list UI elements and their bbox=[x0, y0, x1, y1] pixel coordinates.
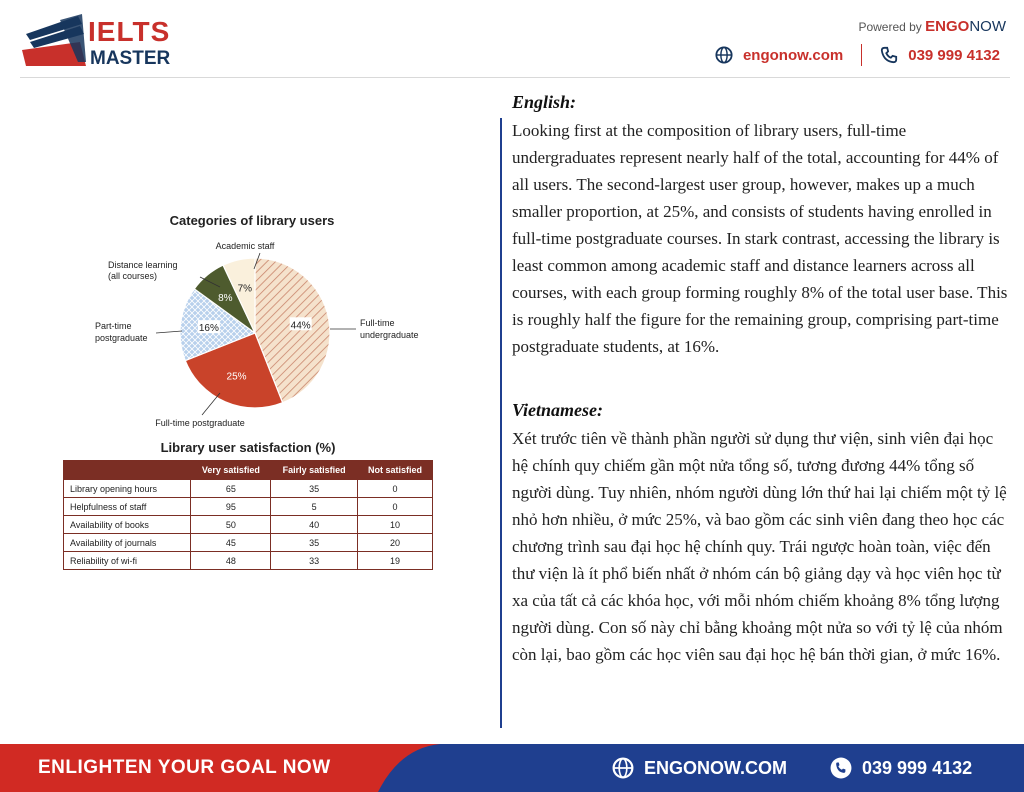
english-heading: English: bbox=[512, 92, 577, 112]
table-cell: 95 bbox=[191, 498, 271, 516]
powered-prefix: Powered by bbox=[858, 20, 926, 34]
header-phone-link[interactable]: 039 999 4132 bbox=[908, 46, 1000, 64]
table-cell: 65 bbox=[191, 480, 271, 498]
header-divider-line bbox=[20, 77, 1010, 78]
arrow-full-time-pg bbox=[202, 393, 220, 415]
powered-brand-engo: ENGO bbox=[925, 18, 970, 35]
header-divider bbox=[861, 44, 862, 66]
pie-title: Categories of library users bbox=[169, 213, 335, 228]
table-row-label: Availability of journals bbox=[64, 534, 191, 552]
table-title: Library user satisfaction (%) bbox=[160, 440, 336, 455]
table-cell: 45 bbox=[191, 534, 271, 552]
logo-ielts-text: IELTS bbox=[88, 16, 171, 47]
globe-icon bbox=[715, 46, 733, 64]
table-header-fairly: Fairly satisfied bbox=[271, 461, 358, 480]
table-cell: 40 bbox=[271, 516, 358, 534]
arrow-part-time bbox=[156, 331, 182, 333]
powered-brand-now: NOW bbox=[969, 18, 1006, 35]
table-row bbox=[64, 480, 433, 498]
vietnamese-paragraph: Xét trước tiên về thành phần người sử dụng thư viện, sinh viên đại học hệ chính quy chiếm gần một nửa tổng số, tương đương 44% tổng số người dùng. Tuy nhiên, nhóm người dùng lớn thứ hai lại chiếm một tỷ lệ nhỏ hơn nhiều, ở mức 25%, và bao gồm các sinh viên đang theo học các chương trình sau đại học hệ chính quy. Trái ngược hoàn toàn, việc đến thư viện là ít phổ biến nhất ở nhóm cán bộ giảng dạy và học viên học từ xa của tất cả các khóa học, với mỗi nhóm chiếm khoảng 8% tổng lượng người dùng. Con số này chỉ bằng khoảng một nửa so với tỷ lệ của nhóm còn lại, bao gồm các học viên sau đại học hệ bán thời gian, ở mức 16%. bbox=[512, 429, 1007, 664]
label-academic-staff: Academic staff bbox=[215, 241, 275, 251]
powered-by bbox=[858, 18, 1006, 35]
pie-value-label: 8% bbox=[218, 293, 233, 305]
essay-text bbox=[512, 92, 1010, 668]
table-row-label: Reliability of wi-fi bbox=[64, 552, 191, 570]
table-cell: 0 bbox=[357, 498, 432, 516]
table-cell: 33 bbox=[271, 552, 358, 570]
table-cell: 48 bbox=[191, 552, 271, 570]
english-paragraph: Looking first at the composition of library users, full-time undergraduates represent nearly half of the total, accounting for 44% of all users. The second-largest user group, however, makes up a much smaller proportion, at 25%, and consists of students having enrolled in full-time postgraduate courses. In stark contrast, accessing the library is least common among academic staff and distance learners across all courses, with each group forming roughly 8% of the total user base. This is roughly half the figure for the remaining group, comprising part-time postgraduate students, at 16%. bbox=[512, 121, 1008, 356]
label-distance-learning: Distance learning bbox=[108, 260, 178, 270]
table-row bbox=[64, 498, 433, 516]
footer-phone-text: 039 999 4132 bbox=[862, 757, 973, 778]
table-cell: 35 bbox=[271, 534, 358, 552]
label-full-time-ug: Full-time bbox=[360, 318, 395, 328]
pie-value-label: 7% bbox=[237, 283, 253, 295]
pie-chart bbox=[60, 205, 440, 435]
table-row-label: Library opening hours bbox=[64, 480, 191, 498]
table-row bbox=[64, 516, 433, 534]
pie-value-label: 16% bbox=[198, 323, 219, 335]
table-cell: 20 bbox=[357, 534, 432, 552]
phone-icon bbox=[880, 46, 898, 64]
table-row bbox=[64, 552, 433, 570]
table-cell: 50 bbox=[191, 516, 271, 534]
table-row bbox=[64, 534, 433, 552]
table-row-label: Helpfulness of staff bbox=[64, 498, 191, 516]
table-header-row bbox=[64, 461, 433, 480]
footer-website-text: ENGONOW.COM bbox=[644, 757, 787, 778]
footer bbox=[0, 744, 1024, 792]
footer-slogan: ENLIGHTEN YOUR GOAL NOW bbox=[38, 757, 331, 778]
satisfaction-table bbox=[63, 460, 433, 570]
pie-value-label: 25% bbox=[226, 371, 247, 383]
table-row-label: Availability of books bbox=[64, 516, 191, 534]
phone-icon bbox=[830, 757, 852, 779]
table-header-very: Very satisfied bbox=[191, 461, 271, 480]
table-header-not: Not satisfied bbox=[357, 461, 432, 480]
table-header-blank bbox=[64, 461, 191, 480]
globe-icon bbox=[612, 757, 634, 779]
label-distance-courses: (all courses) bbox=[108, 271, 158, 281]
pie-value-label: 44% bbox=[290, 320, 311, 332]
table-cell: 5 bbox=[271, 498, 358, 516]
header-website-link[interactable]: engonow.com bbox=[742, 46, 844, 64]
text-accent-bar bbox=[500, 118, 502, 728]
footer-website[interactable] bbox=[612, 757, 787, 779]
vietnamese-heading: Vietnamese: bbox=[512, 400, 603, 420]
footer-phone[interactable] bbox=[830, 757, 972, 779]
label-full-time-pg: Full-time postgraduate bbox=[155, 418, 245, 428]
label-part-time: Part-time bbox=[95, 321, 132, 331]
label-part-time-postgrad: postgraduate bbox=[95, 333, 148, 343]
table-cell: 35 bbox=[271, 480, 358, 498]
header-contact bbox=[715, 44, 1000, 66]
table-cell: 19 bbox=[357, 552, 432, 570]
table-cell: 10 bbox=[357, 516, 432, 534]
logo-master-text: MASTER bbox=[90, 48, 171, 69]
table-cell: 0 bbox=[357, 480, 432, 498]
label-full-time-ug-2: undergraduate bbox=[360, 330, 419, 340]
